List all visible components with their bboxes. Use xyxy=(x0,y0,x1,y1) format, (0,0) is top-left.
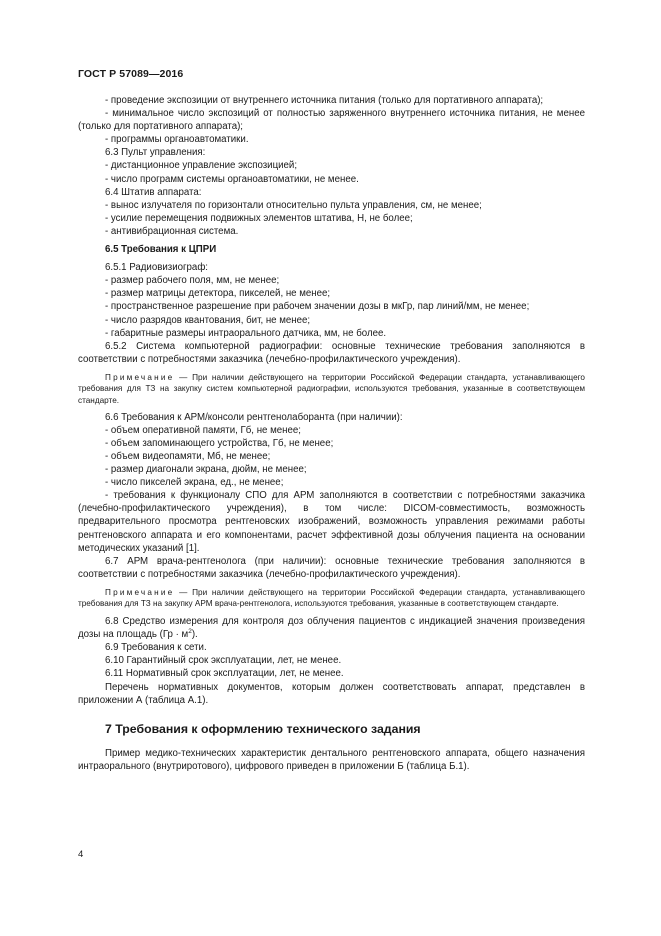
note xyxy=(78,587,585,610)
paragraph: - минимальное число экспозиций от полностью заряженного внутреннего источника питания, не менее (только для портативного аппарата); xyxy=(78,108,585,133)
paragraph: Пример медико-технических характеристик дентального рентгеновского аппарата, общего назначения интраорального (внутриротового), цифрового приведен в приложении Б (таблица Б.1). xyxy=(78,747,585,772)
section-6-5-1: 6.5.1 Радиовизиограф: xyxy=(105,262,208,274)
paragraph: - число пикселей экрана, ед., не менее; xyxy=(105,477,284,489)
paragraph: - объем запоминающего устройства, Гб, не менее; xyxy=(105,437,334,449)
paragraph: - усилие перемещения подвижных элементов штатива, Н, не более; xyxy=(105,212,413,224)
note-text: — При наличии действующего на территории Российской Федерации стандарта, устанавливающего требования для ТЗ на закупку систем компьютерной радиографии, используются требования, указанные в соответствующем стандарте. xyxy=(78,372,585,406)
paragraph: - проведение экспозиции от внутреннего источника питания (только для портативного аппарата); xyxy=(105,95,544,106)
page-number: 4 xyxy=(78,849,84,860)
document-header: ГОСТ Р 57089—2016 xyxy=(78,68,184,80)
paragraph: - пространственное разрешение при рабочем значении дозы в мкГр, пар линий/мм, не менее; xyxy=(105,301,530,313)
section-6-8 xyxy=(78,615,585,641)
paragraph: - вынос излучателя по горизонтали относительно пульта управления, см, не менее; xyxy=(105,199,482,211)
note-label: Примечание xyxy=(105,372,175,382)
paragraph: - габаритные размеры интраорального датчика, мм, не более. xyxy=(105,327,387,339)
paragraph: - размер диагонали экрана, дюйм, не менее; xyxy=(105,464,307,476)
section-6-6: 6.6 Требования к АРМ/консоли рентгенолаборанта (при наличии): xyxy=(105,411,403,423)
section-6-7: 6.7 АРМ врача-рентгенолога (при наличии): основные технические требования заполняются в соответствии с потребностями заказчика (лечебно-профилактического учреждения). xyxy=(78,555,585,580)
paragraph: - размер рабочего поля, мм, не менее; xyxy=(105,275,280,287)
document-body xyxy=(78,94,585,773)
section-6-11: 6.11 Нормативный срок эксплуатации, лет, не менее. xyxy=(105,668,344,680)
paragraph: - программы органоавтоматики. xyxy=(105,134,249,146)
paragraph: - антивибрационная система. xyxy=(105,225,239,237)
paragraph: - дистанционное управление экспозицией; xyxy=(105,160,298,172)
paragraph: - число программ системы органоавтоматики, не менее. xyxy=(105,173,359,185)
note-text: — При наличии действующего на территории Российской Федерации стандарта, устанавливающего требования для ТЗ на закупку АРМ врача-рентгенолога, используются требования, указанные в соответствующем стандарте. xyxy=(78,587,585,609)
section-6-10: 6.10 Гарантийный срок эксплуатации, лет, не менее. xyxy=(105,655,342,667)
note xyxy=(78,372,585,407)
section-6-9: 6.9 Требования к сети. xyxy=(105,642,207,654)
section-6-8-text: 6.8 Средство измерения для контроля доз облучения пациентов с индикацией значения произведения дозы на площадь (Гр · м xyxy=(78,616,585,641)
section-7-heading: 7 Требования к оформлению технического задания xyxy=(105,721,421,736)
paragraph: - требования к функционалу СПО для АРМ заполняются в соответствии с потребностями заказчика (лечебно-профилактического учреждения), в том числе: DICOM-совместимость, возможность предварительного просмотра рентгеновских изображений, возможность управления режимами работы рентгеновского аппарата и его компонентами, расчет эффективной дозы облучения пациента на основании методических указаний [1]. xyxy=(78,490,585,554)
section-6-8-close: ). xyxy=(191,629,198,641)
paragraph: - объем видеопамяти, Мб, не менее; xyxy=(105,450,271,462)
paragraph: - размер матрицы детектора, пикселей, не менее; xyxy=(105,288,331,300)
paragraph: - объем оперативной памяти, Гб, не менее; xyxy=(105,424,301,436)
section-6-5-2: 6.5.2 Система компьютерной радиографии: основные технические требования заполняются в соответствии с потребностями заказчика (лечебно-профилактического учреждения). xyxy=(78,340,585,365)
note-label: Примечание xyxy=(105,587,175,597)
paragraph: Перечень нормативных документов, которым должен соответствовать аппарат, представлен в приложении А (таблица А.1). xyxy=(78,681,585,706)
section-6-3: 6.3 Пульт управления: xyxy=(105,147,206,159)
section-6-5-heading: 6.5 Требования к ЦПРИ xyxy=(105,244,217,256)
section-6-4: 6.4 Штатив аппарата: xyxy=(105,186,202,198)
paragraph: - число разрядов квантования, бит, не менее; xyxy=(105,314,311,326)
superscript: 2 xyxy=(188,628,192,636)
